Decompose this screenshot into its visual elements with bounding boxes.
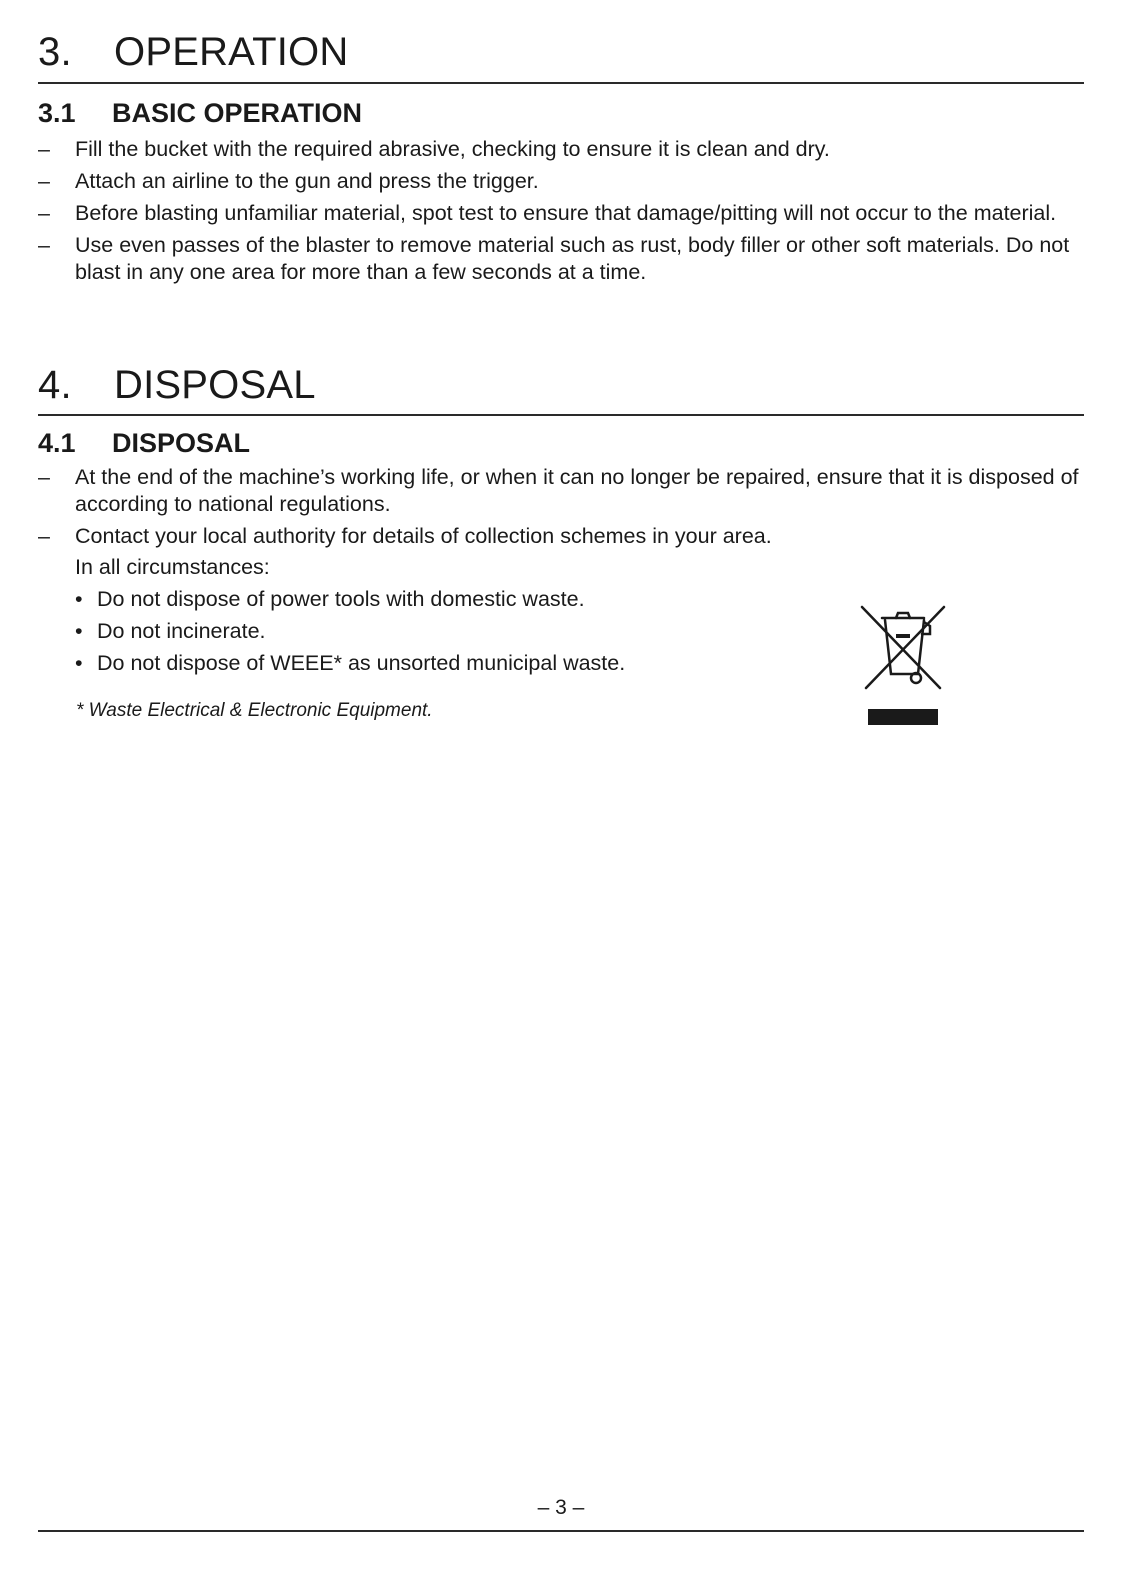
bullet-marker: •	[75, 587, 83, 611]
section-title: DISPOSAL	[114, 363, 316, 407]
subsection-number: 3.1	[38, 98, 76, 128]
crossed-out-wheelie-bin-icon	[858, 600, 948, 728]
list-item: – Before blasting unfamiliar material, spot test to ensure that damage/pitting will not occur to the material.	[38, 201, 1057, 225]
page-number: – 3 –	[537, 1496, 585, 1519]
dash-marker: –	[38, 201, 50, 225]
bullet-item: • Do not dispose of WEEE* as unsorted municipal waste.	[75, 651, 626, 675]
dash-marker: –	[38, 169, 50, 193]
bullet-list	[75, 586, 625, 682]
list-item: – Contact your local authority for details of collection schemes in your area.	[38, 524, 772, 548]
list-item: – At the end of the machine’s working life, or when it can no longer be repaired, ensure that it is disposed of according to national regulations.	[38, 465, 1079, 516]
list-item: – Use even passes of the blaster to remove material such as rust, body filler or other soft materials. Do not blast in any one area for more than a few seconds at a time.	[38, 233, 1070, 284]
section-heading-disposal	[38, 365, 1084, 416]
section-number: 4.	[38, 363, 72, 407]
bullet-marker: •	[75, 619, 83, 643]
dash-marker: –	[38, 524, 50, 548]
subsection-number: 4.1	[38, 428, 76, 458]
document-page	[38, 0, 1084, 1587]
subsection-title: BASIC OPERATION	[112, 98, 363, 128]
bullet-item: • Do not dispose of power tools with domestic waste.	[75, 587, 585, 611]
bottom-rule	[38, 1530, 1084, 1532]
operation-list	[38, 136, 1084, 291]
bullet-marker: •	[75, 651, 83, 675]
disposal-list	[38, 464, 1084, 555]
footnote: * Waste Electrical & Electronic Equipment.	[76, 700, 433, 721]
dash-marker: –	[38, 137, 50, 161]
subsection-title: DISPOSAL	[112, 428, 251, 458]
section-title: OPERATION	[114, 30, 349, 74]
dash-marker: –	[38, 465, 50, 489]
section-heading-operation	[38, 32, 1084, 84]
list-item: – Attach an airline to the gun and press the trigger.	[38, 169, 539, 193]
circumstances-intro: In all circumstances:	[75, 555, 270, 579]
section-number: 3.	[38, 30, 72, 74]
bullet-item: • Do not incinerate.	[75, 619, 266, 643]
dash-marker: –	[38, 233, 50, 257]
list-item: – Fill the bucket with the required abrasive, checking to ensure it is clean and dry.	[38, 137, 830, 161]
